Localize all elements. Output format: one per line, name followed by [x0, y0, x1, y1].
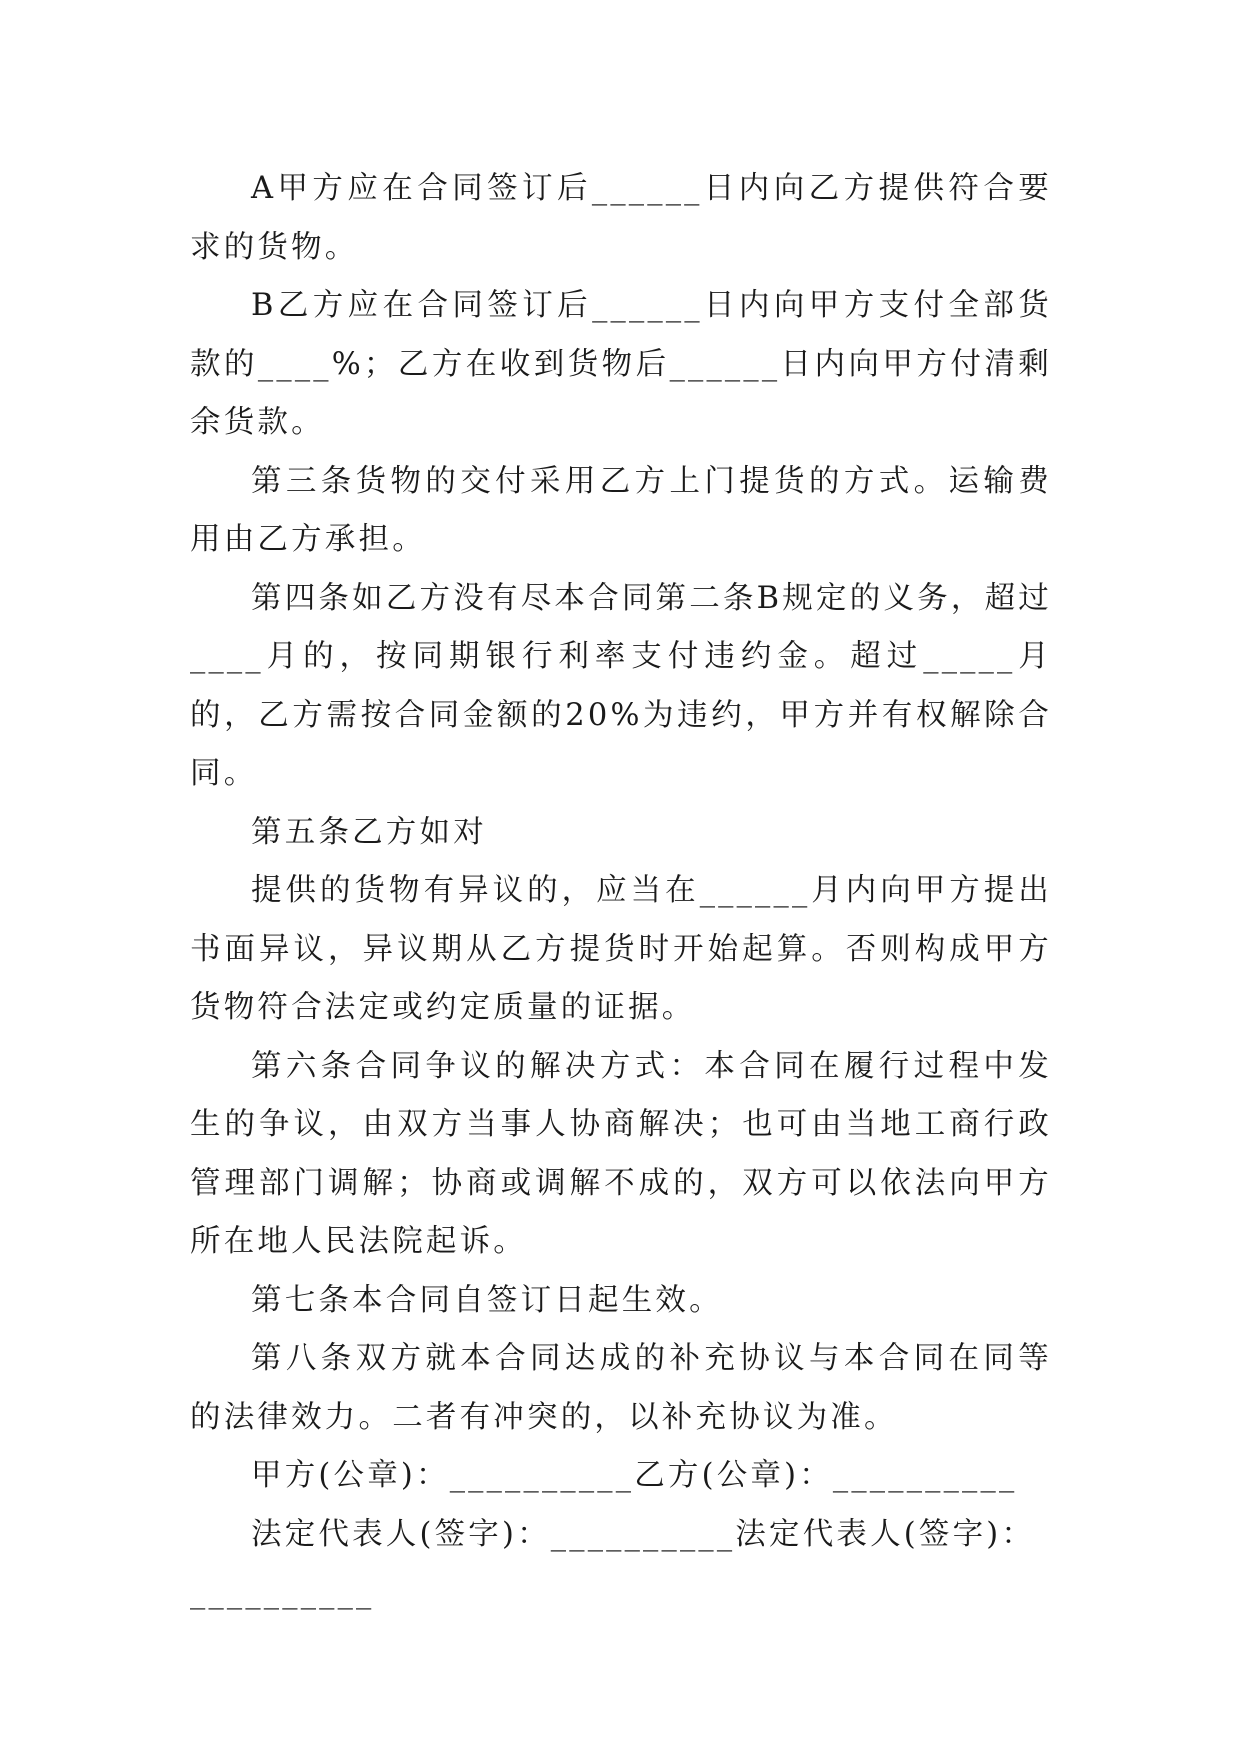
- clause-b-payment: B乙方应在合同签订后______日内向甲方支付全部货款的____%；乙方在收到货物后______日内向甲方付清剩余货款。: [190, 288, 1052, 440]
- clause-a-delivery: A甲方应在合同签订后______日内向乙方提供符合要求的货物。: [190, 171, 1052, 265]
- signature-representative-line: 法定代表人(签字)：__________法定代表人(签字)：: [251, 1516, 1036, 1552]
- article-5-objection: 提供的货物有异议的，应当在______月内向甲方提出书面异议，异议期从乙方提货时开始起算。否则构成甲方货物符合法定或约定质量的证据。: [190, 873, 1052, 1025]
- article-3-delivery-method: 第三条货物的交付采用乙方上门提货的方式。运输费用由乙方承担。: [190, 463, 1052, 557]
- article-8-supplement: 第八条双方就本合同达成的补充协议与本合同在同等的法律效力。二者有冲突的，以补充协议为准。: [190, 1341, 1052, 1435]
- contract-body: [190, 160, 1052, 1623]
- article-6-disputes: 第六条合同争议的解决方式：本合同在履行过程中发生的争议，由双方当事人协商解决；也可由当地工商行政管理部门调解；协商或调解不成的，双方可以依法向甲方所在地人民法院起诉。: [190, 1048, 1052, 1259]
- article-5-heading: 第五条乙方如对: [251, 814, 487, 850]
- article-7-effective: 第七条本合同自签订日起生效。: [251, 1282, 723, 1318]
- signature-trailing-blank: __________: [190, 1575, 375, 1610]
- article-4-default: 第四条如乙方没有尽本合同第二条B规定的义务，超过____月的，按同期银行利率支付违约金。超过_____月的，乙方需按合同金额的20%为违约，甲方并有权解除合同。: [190, 580, 1052, 791]
- signature-seal-line: 甲方(公章)：__________乙方(公章)：__________: [251, 1458, 1018, 1493]
